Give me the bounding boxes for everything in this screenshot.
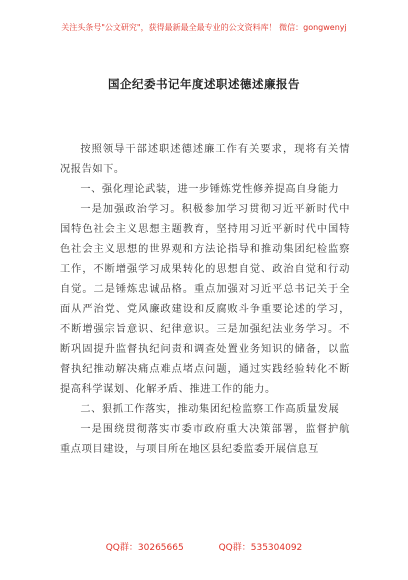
paragraph-intro: 按照领导干部述职述德述廉工作有关要求，现将有关情况报告如下。: [60, 144, 350, 175]
paragraph-section-1: 一是加强政治学习。积极参加学习贯彻习近平新时代中国特色社会主义思想主题教育，坚持用习近平新时代中国特色社会主义思想的世界观和方法论指导和推动集团纪检监察工作，不断增强学习成果转化的思想自觉、政治自觉和行动自觉。二是锤炼忠诚品格。重点加强对习近平总书记关于全面从严治党、党风廉政建设和反腐败斗争重要论述的学习，不断增强宗旨意识、纪律意识。三是加强纪法业务学习。不断巩固提升监督执纪问责和调查处置业务知识的储备，以监督执纪推动解决痛点难点堵点问题，通过实践经验转化不断提高科学谋划、化解矛盾、推进工作的能力。: [60, 204, 350, 395]
footer-qq-group-1: QQ群：30265665: [105, 543, 184, 553]
document-body: [60, 140, 350, 460]
footer-qq-group-2: QQ群：535304092: [218, 543, 303, 553]
footer-qq-groups: [0, 540, 408, 553]
header-promo-note: 关注头条号"公文研究"，获得最新最全最专业的公文资料库！ 微信：gongwenyj: [61, 23, 347, 32]
section-heading-1: 一、强化理论武装，进一步锤炼党性修养提高自身能力: [80, 184, 340, 195]
paragraph-section-2: 一是围绕贯彻落实市委市政府重大决策部署，监督护航重点项目建设，与项目所在地区县纪委监委开展信息互: [60, 424, 350, 455]
section-heading-2: 二、狠抓工作落实，推动集团纪检监察工作高质量发展: [80, 404, 340, 415]
document-title: 国企纪委书记年度述职述德述廉报告: [108, 77, 300, 91]
